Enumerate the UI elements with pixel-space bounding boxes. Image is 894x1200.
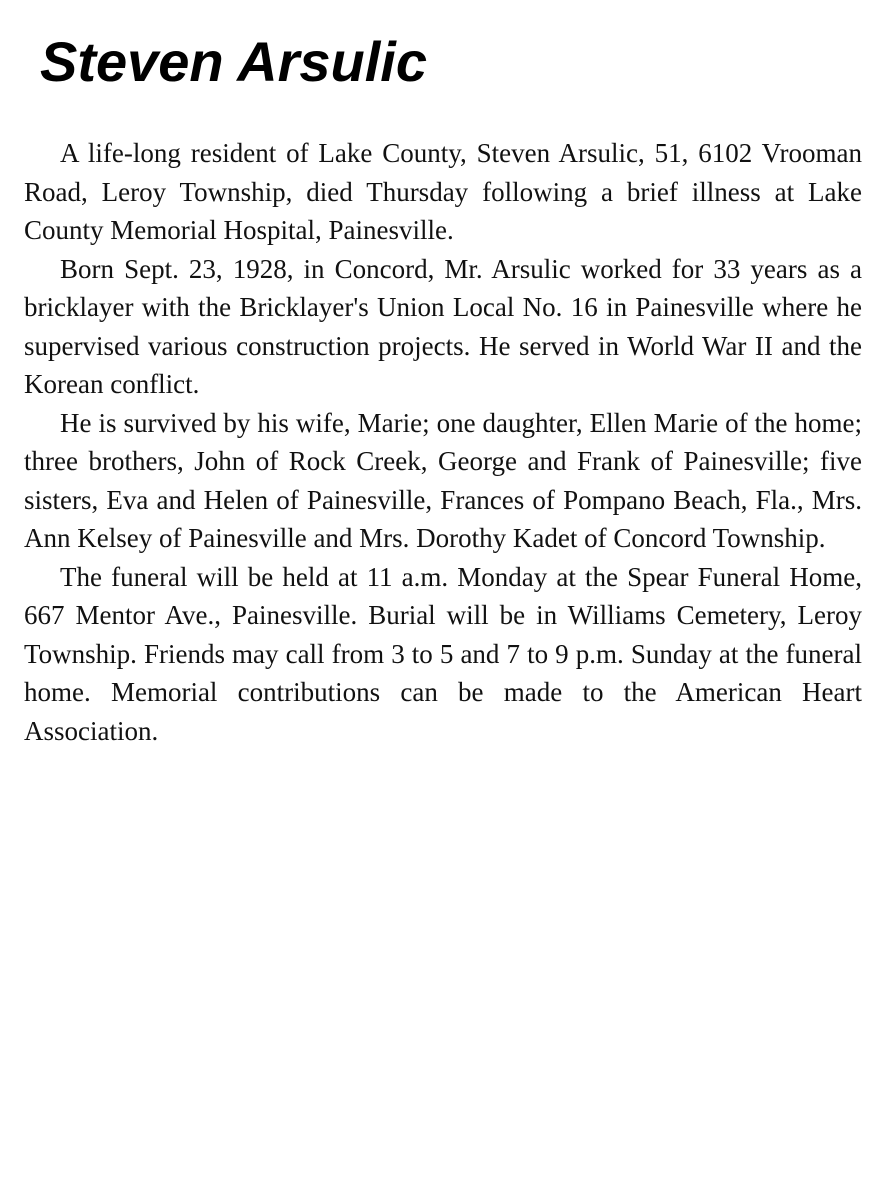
paragraph-biography: Born Sept. 23, 1928, in Concord, Mr. Arsulic worked for 33 years as a bricklayer with the Bricklayer's Union Local No. 16 in Painesville where he supervised various construction projects. He served in World War II and the Korean conflict. bbox=[24, 253, 862, 399]
paragraph-survivors: He is survived by his wife, Marie; one daughter, Ellen Marie of the home; three brothers, John of Rock Creek, George and Frank of Painesville; five sisters, Eva and Helen of Painesville, Frances of Pompano Beach, Fla., Mrs. Ann Kelsey of Painesville and Mrs. Dorothy Kadet of Concord Township. bbox=[24, 407, 862, 553]
paragraph-residence-death: A life-long resident of Lake County, Steven Arsulic, 51, 6102 Vrooman Road, Leroy Township, died Thursday following a brief illness at Lake County Memorial Hospital, Painesville. bbox=[24, 138, 862, 245]
article-body bbox=[24, 134, 862, 750]
headline: Steven Arsulic bbox=[40, 30, 427, 93]
paragraph-funeral-arrangements: The funeral will be held at 11 a.m. Monday at the Spear Funeral Home, 667 Mentor Ave., Painesville. Burial will be in Williams Cemetery, Leroy Township. Friends may call from 3 to 5 and 7 to 9 p.m. Sunday at the funeral home. Memorial contributions can be made to the American Heart Association. bbox=[24, 561, 862, 746]
